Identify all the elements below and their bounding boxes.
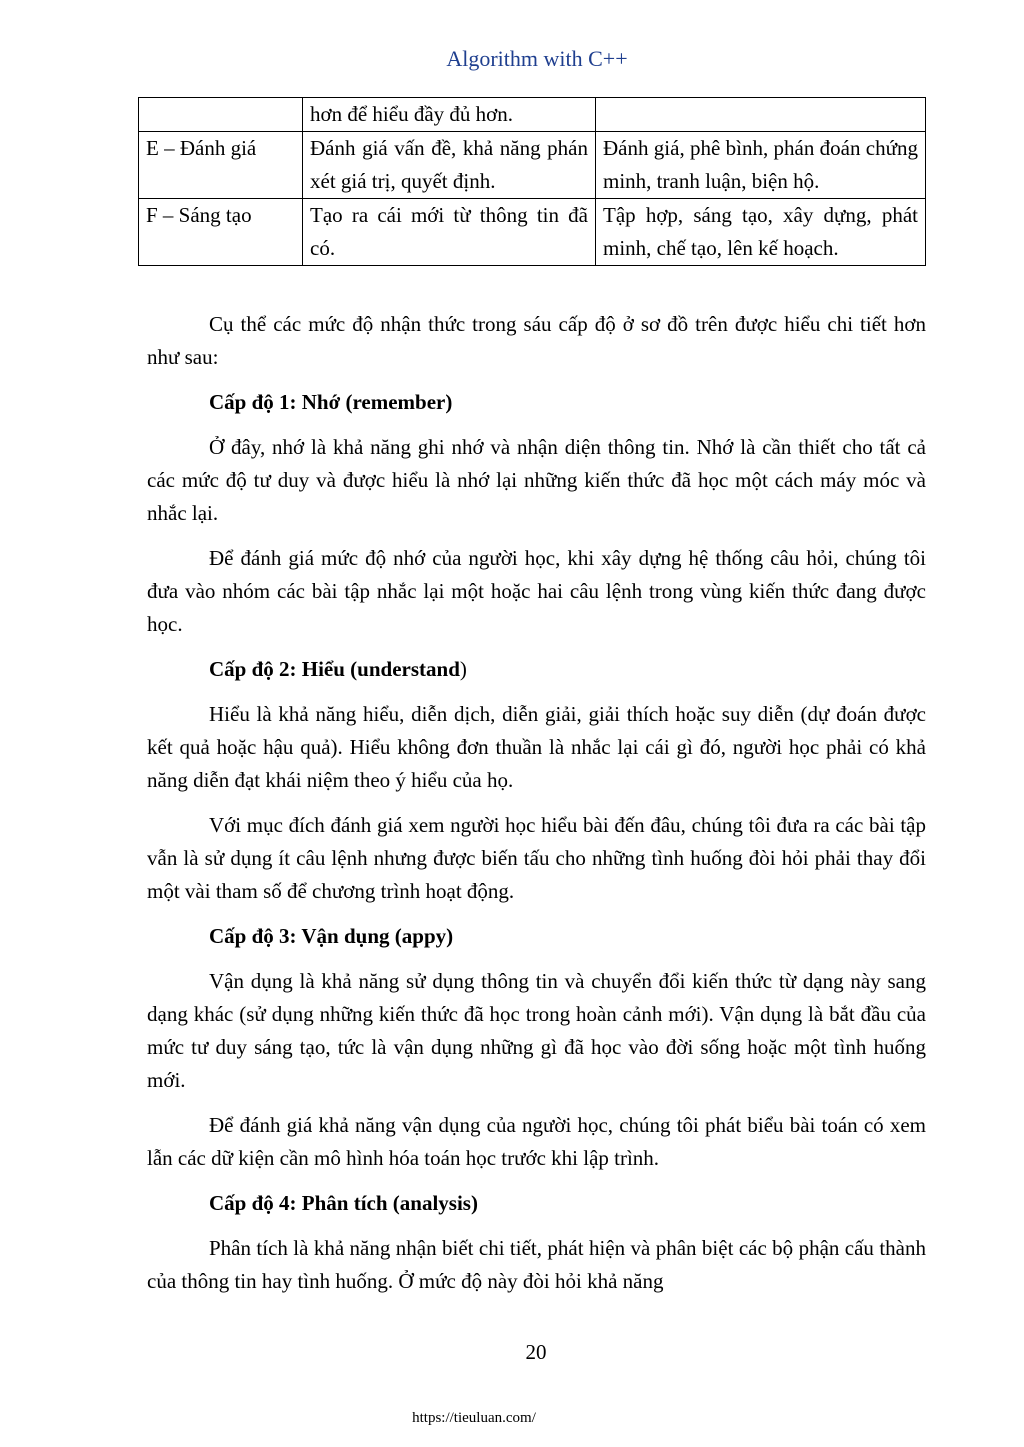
level-cell: E – Đánh giá: [139, 132, 303, 199]
level3-assessment-paragraph: Để đánh giá khả năng vận dụng của người học, chúng tôi phát biểu bài toán có xem lẫn các dữ kiện cần mô hình hóa toán học trước khi lập trình.: [147, 1113, 926, 1170]
level3-paragraph: Vận dụng là khả năng sử dụng thông tin và chuyển đổi kiến thức từ dạng này sang dạng khác (sử dụng những kiến thức đã học trong hoàn cảnh mới). Vận dụng là bắt đầu của mức tư duy sáng tạo, tức là vận dụng những gì đã học vào đời sống hoặc một tình huống mới.: [147, 969, 926, 1092]
intro-paragraph: Cụ thể các mức độ nhận thức trong sáu cấp độ ở sơ đồ trên được hiểu chi tiết hơn như sau:: [147, 312, 926, 369]
description-cell: hơn để hiểu đầy đủ hơn.: [303, 98, 596, 132]
level1-heading: Cấp độ 1: Nhớ (remember): [209, 390, 453, 414]
table-row: [139, 132, 926, 199]
level3-heading: Cấp độ 3: Vận dụng (appy): [209, 924, 454, 948]
level1-paragraph: Ở đây, nhớ là khả năng ghi nhớ và nhận diện thông tin. Nhớ là cần thiết cho tất cả các mức độ tư duy và được hiểu là nhớ lại những kiến thức đã học một cách máy móc và nhắc lại.: [147, 435, 926, 525]
source-url[interactable]: https://tieuluan.com/: [412, 1410, 536, 1426]
cognitive-levels-table: [138, 97, 926, 266]
page-number: 20: [525, 1340, 547, 1364]
level4-paragraph: Phân tích là khả năng nhận biết chi tiết, phát hiện và phân biệt các bộ phận cấu thành của thông tin hay tình huống. Ở mức độ này đòi hỏi khả năng: [147, 1236, 926, 1293]
body-content: [147, 308, 926, 1310]
description-cell: Tạo ra cái mới từ thông tin đã có.: [303, 199, 596, 266]
table-row: [139, 98, 926, 132]
verbs-cell: Tập hợp, sáng tạo, xây dựng, phát minh, chế tạo, lên kế hoạch.: [596, 199, 926, 266]
level-cell: [139, 98, 303, 132]
level2-heading: [147, 653, 926, 686]
page-header-title: Algorithm with C++: [446, 46, 628, 71]
level2-paragraph: Hiểu là khả năng hiểu, diễn dịch, diễn giải, giải thích hoặc suy diễn (dự đoán được kết quả hoặc hậu quả). Hiểu không đơn thuần là nhắc lại cái gì đó, người học phải có khả năng diễn đạt khái niệm theo ý hiểu của họ.: [147, 702, 926, 792]
verbs-cell: Đánh giá, phê bình, phán đoán chứng minh, tranh luận, biện hộ.: [596, 132, 926, 199]
level4-heading: Cấp độ 4: Phân tích (analysis): [209, 1191, 478, 1215]
level-cell: F – Sáng tạo: [139, 199, 303, 266]
table-row: [139, 199, 926, 266]
verbs-cell: [596, 98, 926, 132]
level1-assessment-paragraph: Để đánh giá mức độ nhớ của người học, khi xây dựng hệ thống câu hỏi, chúng tôi đưa vào nhóm các bài tập nhắc lại một hoặc hai câu lệnh trong vùng kiến thức đang được học.: [147, 546, 926, 636]
level2-heading-tail: ): [459, 657, 467, 681]
level2-heading-text: Cấp độ 2: Hiểu (understand: [209, 657, 460, 681]
level2-assessment-paragraph: Với mục đích đánh giá xem người học hiểu bài đến đâu, chúng tôi đưa ra các bài tập vẫn là sử dụng ít câu lệnh nhưng được biến tấu cho những tình huống đòi hỏi phải thay đổi một vài tham số để chương trình hoạt động.: [147, 813, 926, 903]
description-cell: Đánh giá vấn đề, khả năng phán xét giá trị, quyết định.: [303, 132, 596, 199]
